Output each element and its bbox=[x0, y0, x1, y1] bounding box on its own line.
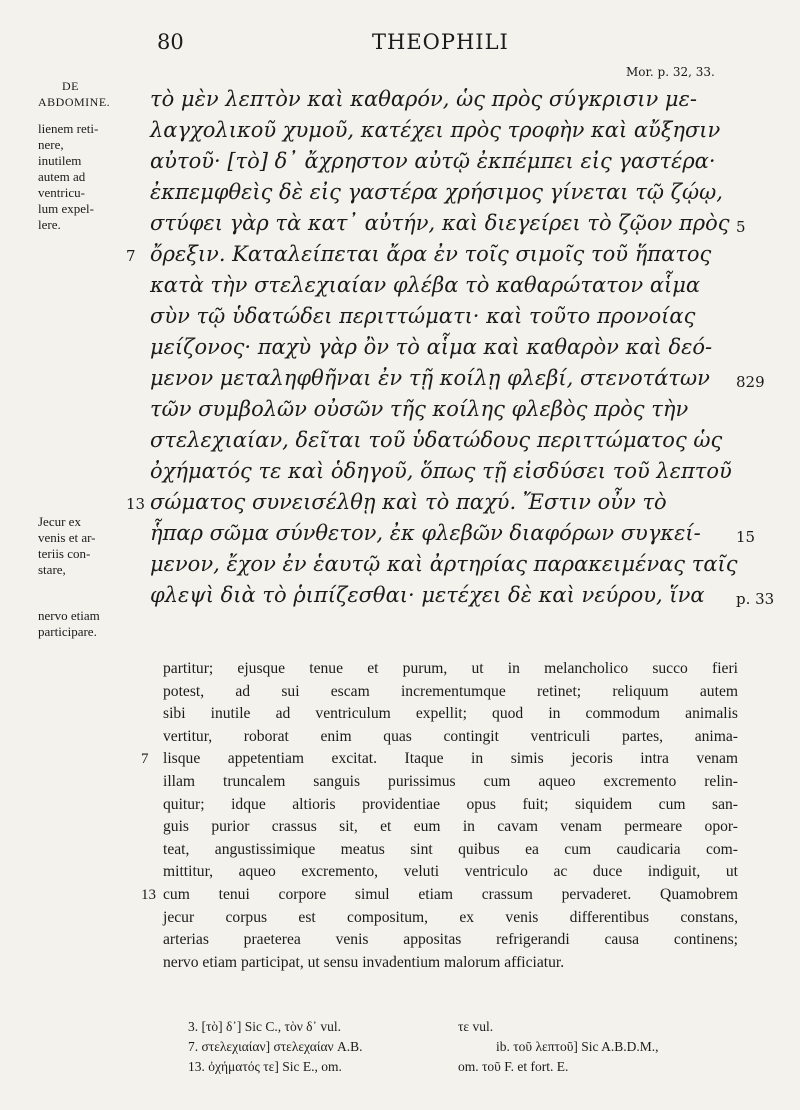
latin-line: partitur; ejusque tenue et purum, ut in melancholico succo fieri bbox=[163, 660, 738, 677]
greek-line: κατὰ τὴν στελεχιαίαν φλέβα τὸ καθαρώτατον αἷμα bbox=[150, 273, 701, 297]
line-number: 7 bbox=[141, 751, 149, 768]
latin-line: arterias praeterea venis appositas refrigerandi causa continens; bbox=[163, 931, 738, 949]
latin-line: guis purior crassus sit, et eum in cavam venam permeare opor- bbox=[163, 818, 738, 836]
latin-line: mittitur, aqueo excremento, veluti ventriculo ac duce indiguit, ut bbox=[163, 863, 738, 881]
line-number: 829 bbox=[736, 373, 765, 391]
greek-text bbox=[126, 84, 775, 611]
footnote-line: 3. [τὸ] δ᾽] Sic C., τὸν δ᾽ vul. τε vul. bbox=[188, 1019, 494, 1034]
margin-note-lienem: lienem reti- nere, inutilem autem ad ventricu- lum expel- lere. bbox=[38, 121, 99, 232]
latin-line: nervo etiam participat, ut sensu invadentium malorum afficiatur. bbox=[163, 953, 565, 971]
reference-note: Mor. p. 32, 33. bbox=[626, 65, 715, 79]
greek-line: 13 σώματος συνεισέλθῃ καὶ τὸ παχύ. Ἔστιν οὖν τὸ bbox=[150, 487, 750, 518]
greek-line: τῶν συμβολῶν οὐσῶν τῆς κοίλης φλεβὸς πρὸς τὴν bbox=[150, 397, 689, 421]
greek-line: ἐκπεμφθεὶς δὲ εἰς γαστέρα χρήσιμος γίνεται τῷ ζῴῳ, bbox=[150, 180, 723, 204]
greek-line: αὐτοῦ· [τὸ] δ᾽ ἄχρηστον αὐτῷ ἐκπέμπει εἰς γαστέρα· bbox=[150, 149, 716, 173]
latin-line: quitur; idque altioris providentiae opus fuit; siquidem cum san- bbox=[163, 795, 738, 813]
latin-line: 7 lisque appetentiam excitat. Itaque in simis jecoris intra venam bbox=[163, 748, 738, 771]
greek-line: φλεψὶ διὰ τὸ ῥιπίζεσθαι· μετέχει δὲ καὶ νεύρου, ἵνα p. 33 bbox=[150, 580, 750, 611]
line-number: 13 bbox=[141, 886, 156, 903]
greek-line: σὺν τῷ ὑδατώδει περιττώματι· καὶ τοῦτο προνοίας bbox=[150, 304, 696, 328]
greek-line: 7 ὄρεξιν. Καταλείπεται ἄρα ἐν τοῖς σιμοῖς τοῦ ἥπατος bbox=[150, 239, 750, 270]
latin-line: illam truncalem sanguis purissimus cum aqueo excremento relin- bbox=[163, 772, 738, 790]
margin-note-heading: DE ABDOMINE. bbox=[38, 79, 111, 109]
page-reference: p. 33 bbox=[736, 590, 775, 608]
greek-line: ἧπαρ σῶμα σύνθετον, ἐκ φλεβῶν διαφόρων συγκεί- 15 bbox=[150, 518, 750, 549]
footnotes bbox=[188, 1017, 748, 1077]
greek-line: μενον μεταληφθῆναι ἐν τῇ κοίλῃ φλεβί, στενοτάτων 829 bbox=[150, 363, 750, 394]
page-number: 80 bbox=[157, 30, 184, 54]
latin-line: potest, ad sui escam incrementumque retinet; reliquum autem bbox=[163, 682, 738, 700]
greek-line: μείζονος· παχὺ γὰρ ὂν τὸ αἷμα καὶ καθαρὸν καὶ δεό- bbox=[150, 335, 713, 359]
running-title: THEOPHILI bbox=[372, 30, 509, 54]
latin-line: 13 cum tenui corpore simul etiam crassum pervaderet. Quamobrem bbox=[163, 884, 738, 907]
latin-translation bbox=[141, 658, 738, 974]
margin-note-nervo: nervo etiam participare. bbox=[38, 608, 100, 639]
line-number: 15 bbox=[736, 528, 756, 546]
latin-line: vertitur, roborat enim quas contingit ventriculi partes, anima- bbox=[163, 727, 738, 745]
footnote-line: 13. ὀχήματός τε] Sic E., om. om. τοῦ F. et fort. E. bbox=[188, 1059, 569, 1074]
greek-line: μενον, ἔχον ἐν ἑαυτῷ καὶ ἀρτηρίας παρακειμένας ταῖς bbox=[150, 552, 738, 576]
line-number: 13 bbox=[126, 495, 146, 513]
margin-note-jecur: Jecur ex venis et ar- teriis con- stare, bbox=[38, 514, 96, 577]
greek-line: ὀχήματός τε καὶ ὁδηγοῦ, ὅπως τῇ εἰσδύσει τοῦ λεπτοῦ bbox=[150, 459, 732, 483]
greek-line: στελεχιαίαν, δεῖται τοῦ ὑδατώδους περιττώματος ὡς bbox=[150, 428, 723, 452]
greek-line: τὸ μὲν λεπτὸν καὶ καθαρόν, ὡς πρὸς σύγκρισιν με- bbox=[150, 87, 697, 111]
line-number: 7 bbox=[126, 247, 136, 265]
latin-line: teat, angustissimique meatus sint quibus ea cum caudicaria com- bbox=[163, 840, 738, 858]
greek-line: στύφει γὰρ τὰ κατ᾽ αὐτήν, καὶ διεγείρει τὸ ζῷον πρὸς 5 bbox=[150, 208, 750, 239]
latin-line: jecur corpus est compositum, ex venis differentibus constans, bbox=[163, 908, 738, 926]
latin-line: sibi inutile ad ventriculum expellit; quod in commodum animalis bbox=[163, 705, 738, 723]
greek-line: λαγχολικοῦ χυμοῦ, κατέχει πρὸς τροφὴν καὶ αὔξησιν bbox=[150, 118, 721, 142]
line-number: 5 bbox=[736, 218, 746, 236]
footnote-line: 7. στελεχιαίαν] στελεχαίαν A.B. ib. τοῦ λεπτοῦ] Sic A.B.D.M., bbox=[188, 1039, 659, 1054]
